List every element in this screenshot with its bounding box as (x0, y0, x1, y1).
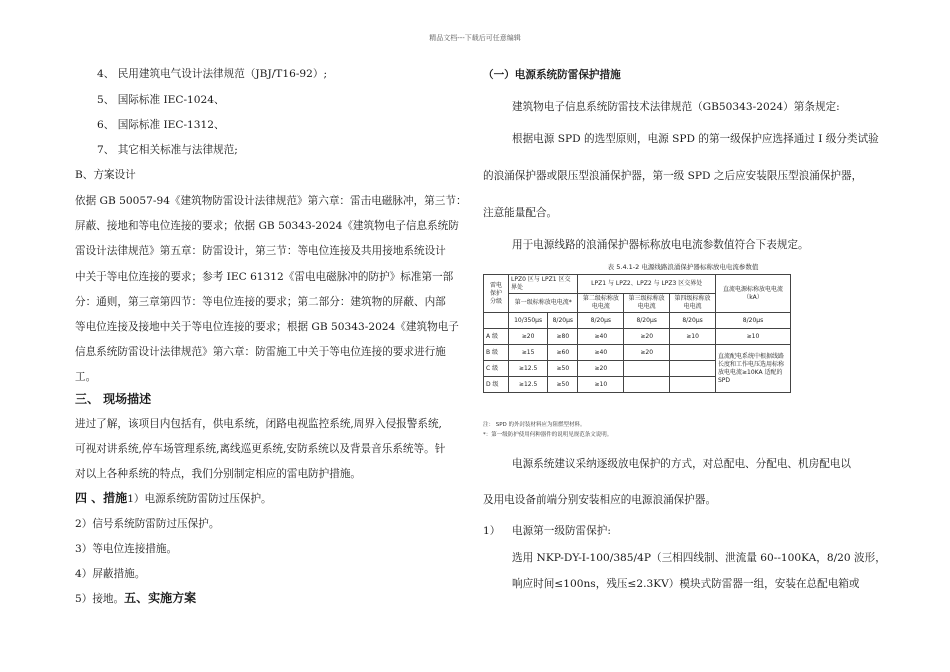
paragraph-line: 等电位连接及接地中关于等电位连接的要求；根据 GB 50343-2024《建筑物电子 (75, 321, 459, 333)
table-cell: 8/20μs (548, 313, 578, 329)
table-cell: ≥50 (548, 361, 578, 377)
paragraph-line: 的浪涌保护器或限压型浪涌保护器，第一级 SPD 之后应安装限压型浪涌保护器， (483, 170, 863, 182)
table-cell: ≥20 (624, 345, 670, 361)
section-b-title: B、方案设计 (75, 169, 136, 181)
paragraph-line: 依据 GB 50057-94《建筑物防雷设计法律规范》第六章：雷击电磁脉冲，第三节： (75, 195, 467, 207)
table-cell: A 级 (484, 329, 509, 345)
table-note: *：第一级防护使用何种器件的说明见规范条文说明。 (483, 432, 613, 438)
measure-item: 2）信号系统防雷防过压保护。 (75, 518, 220, 530)
table-header-cell: 第四级标称放电电流 (670, 294, 716, 313)
paragraph-line: 工。 (75, 371, 97, 383)
table-header-cell: 第三级标称放电电流 (624, 294, 670, 313)
paragraph-line: 电源系统建议采纳逐级放电保护的方式，对总配电、分配电、机房配电以 (512, 458, 851, 470)
table-cell: ≥20 (624, 329, 670, 345)
heading-implementation: 五、实施方案 (124, 591, 197, 605)
heading-measures: 四 、措施 (75, 491, 128, 505)
sub-item-title: 电源第一级防雷保护: (512, 525, 611, 537)
table-cell: ≥15 (509, 345, 548, 361)
heading-measures-line (75, 491, 272, 506)
table-cell: ≥80 (548, 329, 578, 345)
heading-site-description: 三、 现场描述 (75, 392, 152, 406)
table-cell: ≥12.5 (509, 361, 548, 377)
table-cell: ≥12.5 (509, 377, 548, 393)
paragraph-line: 选用 NKP-DY-I-100/385/4P（三相四线制、泄流量 60--100KA，8/20 波形， (512, 552, 886, 564)
table-cell: ≥10 (578, 377, 624, 393)
list-item: 6、 国际标准 IEC-1312、 (97, 119, 225, 131)
table-header-cell: 直流电源标称放电电流（kA） (716, 275, 791, 313)
sub-item-number: 1） (483, 525, 501, 537)
paragraph-line: 对以上各种系统的特点，我们分别制定相应的雷电防护措施。 (75, 468, 362, 480)
table-header-cell: LPZ1 与 LPZ2、LPZ2 与 LPZ3 区交界处 (578, 275, 716, 294)
paragraph-line: 根据电源 SPD 的选型原则，电源 SPD 的第一级保护应选择通过 I 级分类试验 (512, 133, 879, 145)
discharge-current-table (483, 274, 791, 393)
list-item: 4、 民用建筑电气设计法律规范（JBJ/T16-92）; (97, 68, 328, 80)
table-row (484, 345, 791, 361)
table-cell: 8/20μs (578, 313, 624, 329)
paragraph-line: 及用电设备前端分别安装相应的电源浪涌保护器。 (483, 494, 717, 506)
table-cell: ≥20 (578, 361, 624, 377)
table-row (484, 329, 791, 345)
paragraph-line: 注意能量配合。 (483, 207, 558, 219)
table-cell: 8/20μs (670, 313, 716, 329)
dc-note-cell: 直流配电系统中根据线路长度和工作电压选用标称放电电流≥10KA 适配的 SPD (716, 345, 791, 393)
table-cell: 8/20μs (624, 313, 670, 329)
table-cell: ≥40 (578, 345, 624, 361)
measure-item-line (75, 591, 196, 606)
table-cell: B 级 (484, 345, 509, 361)
table-header-cell: 第二级标称放电电流 (578, 294, 624, 313)
measure-item: 4）屏蔽措施。 (75, 568, 146, 580)
table-row (484, 313, 791, 329)
measure-item: 5）接地。 (75, 593, 125, 605)
table-cell: 8/20μs (716, 313, 791, 329)
heading-power-protection: （一）电源系统防雷保护措施 (483, 69, 621, 81)
table-cell: ≥20 (509, 329, 548, 345)
paragraph-line: 进过了解，该项目内包括有，供电系统，闭路电视监控系统,周界入侵报警系统, (75, 418, 442, 430)
table-cell: ≥40 (578, 329, 624, 345)
table-note: 注： SPD 的外封装材料应为阻燃型材料。 (483, 422, 586, 428)
table-cell: C 级 (484, 361, 509, 377)
table-cell: ≥60 (548, 345, 578, 361)
table-header-cell: LPZ0 区与 LPZ1 区交界处 (509, 275, 578, 294)
paragraph-line: 响应时间≤100ns，残压≤2.3KV）模块式防雷器一组，安装在总配电箱或 (512, 578, 860, 590)
paragraph-line: 信息系统防雷设计法律规范》第六章：防雷施工中关于等电位连接的要求进行施 (75, 346, 446, 358)
list-item: 7、 其它相关标准与法律规范; (97, 144, 238, 156)
paragraph-line: 建筑物电子信息系统防雷技术法律规范（GB50343-2024）第条规定: (512, 101, 840, 113)
table-caption: 表 5.4.1-2 电源线路浪涌保护器标称放电电流参数值 (607, 263, 759, 271)
paragraph-line: 屏蔽、接地和等电位连接的要求；依据 GB 50343-2024《建筑物电子信息系统防 (75, 220, 459, 232)
discharge-current-table-figure (483, 262, 883, 442)
table-cell: ≥50 (548, 377, 578, 393)
measure-item: 1）电源系统防雷防过压保护。 (127, 493, 272, 505)
paragraph-line: 用于电源线路的浪涌保护器标称放电电流参数值符合下表规定。 (512, 239, 809, 251)
table-cell: ≥10 (670, 329, 716, 345)
header-note: 精品文档---下载后可任意编辑 (429, 34, 521, 42)
table-cell: 10/350μs (509, 313, 548, 329)
measure-item: 3）等电位连接措施。 (75, 543, 178, 555)
row-header-cell: 雷电 保护 分级 (484, 275, 509, 313)
table-cell: ≥10 (716, 329, 791, 345)
paragraph-line: 雷设计法律规范》第五章：防雷设计，第三节：等电位连接及共用接地系统设计 (75, 245, 446, 257)
list-item: 5、 国际标准 IEC-1024、 (97, 94, 225, 106)
table-header-cell: 第一级标称放电电流* (509, 294, 578, 313)
paragraph-line: 可视对讲系统,停车场管理系统,离线巡更系统,安防系统以及背景音乐系统等。针 (75, 443, 446, 455)
table-cell: D 级 (484, 377, 509, 393)
paragraph-line: 中关于等电位连接的要求；参考 IEC 61312《雷电电磁脉冲的防护》标准第一部 (75, 271, 454, 283)
paragraph-line: 分：通则，第三章第四节：等电位连接的要求；第二部分：建筑物的屏蔽、内部 (75, 296, 446, 308)
